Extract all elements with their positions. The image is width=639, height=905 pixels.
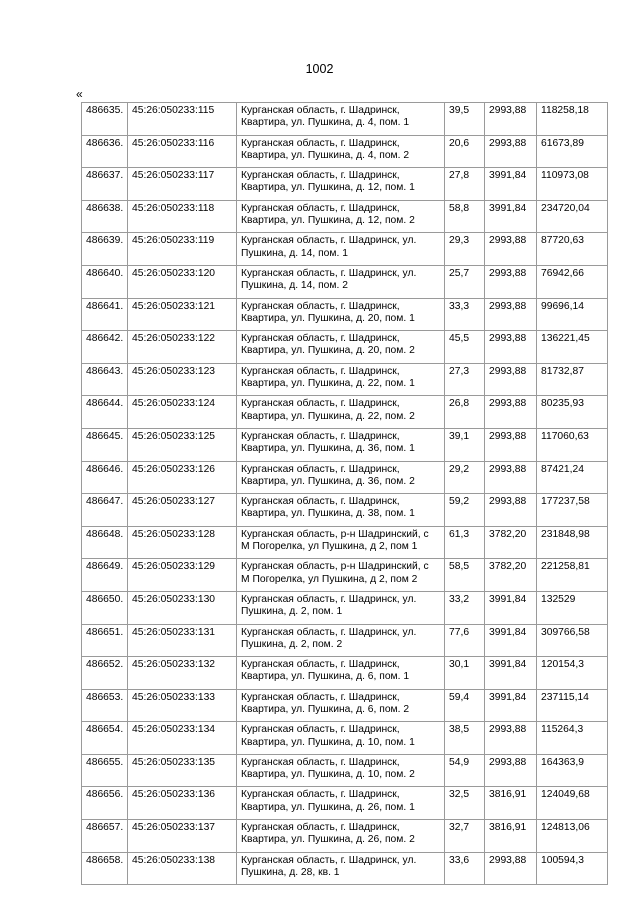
row-number-cell: 486657.: [82, 820, 128, 853]
row-number-cell: 486644.: [82, 396, 128, 429]
cadastral-value-cell: 237115,14: [537, 689, 608, 722]
unit-value-cell: 2993,88: [485, 298, 537, 331]
cadastral-number-cell: 45:26:050233:131: [128, 624, 237, 657]
row-number-cell: 486635.: [82, 103, 128, 136]
row-number-cell: 486655.: [82, 754, 128, 787]
unit-value-cell: 2993,88: [485, 135, 537, 168]
cadastral-value-cell: 124049,68: [537, 787, 608, 820]
cadastral-number-cell: 45:26:050233:133: [128, 689, 237, 722]
row-number-cell: 486656.: [82, 787, 128, 820]
area-cell: 32,5: [445, 787, 485, 820]
cadastral-number-cell: 45:26:050233:122: [128, 331, 237, 364]
cadastral-number-cell: 45:26:050233:132: [128, 657, 237, 690]
table-row: [82, 624, 608, 657]
unit-value-cell: 2993,88: [485, 331, 537, 364]
unit-value-cell: 3816,91: [485, 787, 537, 820]
opening-quote-mark: «: [76, 87, 83, 101]
area-cell: 39,5: [445, 103, 485, 136]
table-row: [82, 820, 608, 853]
cadastral-number-cell: 45:26:050233:136: [128, 787, 237, 820]
area-cell: 61,3: [445, 526, 485, 559]
area-cell: 33,3: [445, 298, 485, 331]
area-cell: 27,8: [445, 168, 485, 201]
address-cell: Курганская область, г. Шадринск, Квартира, ул. Пушкина, д. 6, пом. 1: [237, 657, 445, 690]
property-registry-table: [81, 102, 608, 885]
registry-table-body: [82, 103, 608, 885]
cadastral-number-cell: 45:26:050233:117: [128, 168, 237, 201]
area-cell: 39,1: [445, 428, 485, 461]
cadastral-value-cell: 221258,81: [537, 559, 608, 592]
row-number-cell: 486651.: [82, 624, 128, 657]
row-number-cell: 486638.: [82, 200, 128, 233]
table-row: [82, 591, 608, 624]
address-cell: Курганская область, г. Шадринск, Квартира, ул. Пушкина, д. 36, пом. 1: [237, 428, 445, 461]
area-cell: 27,3: [445, 363, 485, 396]
row-number-cell: 486643.: [82, 363, 128, 396]
table-row: [82, 689, 608, 722]
row-number-cell: 486641.: [82, 298, 128, 331]
cadastral-value-cell: 120154,3: [537, 657, 608, 690]
address-cell: Курганская область, г. Шадринск, ул. Пушкина, д. 2, пом. 2: [237, 624, 445, 657]
cadastral-value-cell: 309766,58: [537, 624, 608, 657]
cadastral-value-cell: 87720,63: [537, 233, 608, 266]
address-cell: Курганская область, г. Шадринск, Квартира, ул. Пушкина, д. 20, пом. 2: [237, 331, 445, 364]
unit-value-cell: 2993,88: [485, 494, 537, 527]
table-row: [82, 233, 608, 266]
unit-value-cell: 3816,91: [485, 820, 537, 853]
area-cell: 59,2: [445, 494, 485, 527]
table-row: [82, 363, 608, 396]
cadastral-number-cell: 45:26:050233:118: [128, 200, 237, 233]
address-cell: Курганская область, г. Шадринск, Квартира, ул. Пушкина, д. 10, пом. 1: [237, 722, 445, 755]
cadastral-value-cell: 100594,3: [537, 852, 608, 885]
address-cell: Курганская область, р-н Шадринский, с М Погорелка, ул Пушкина, д 2, пом 1: [237, 526, 445, 559]
cadastral-number-cell: 45:26:050233:127: [128, 494, 237, 527]
cadastral-value-cell: 81732,87: [537, 363, 608, 396]
cadastral-number-cell: 45:26:050233:119: [128, 233, 237, 266]
cadastral-value-cell: 164363,9: [537, 754, 608, 787]
cadastral-value-cell: 117060,63: [537, 428, 608, 461]
address-cell: Курганская область, г. Шадринск, Квартира, ул. Пушкина, д. 22, пом. 2: [237, 396, 445, 429]
table-row: [82, 461, 608, 494]
cadastral-number-cell: 45:26:050233:120: [128, 265, 237, 298]
address-cell: Курганская область, г. Шадринск, Квартира, ул. Пушкина, д. 26, пом. 2: [237, 820, 445, 853]
area-cell: 77,6: [445, 624, 485, 657]
cadastral-value-cell: 132529: [537, 591, 608, 624]
table-row: [82, 331, 608, 364]
unit-value-cell: 2993,88: [485, 103, 537, 136]
cadastral-number-cell: 45:26:050233:123: [128, 363, 237, 396]
cadastral-value-cell: 118258,18: [537, 103, 608, 136]
row-number-cell: 486642.: [82, 331, 128, 364]
unit-value-cell: 3991,84: [485, 689, 537, 722]
unit-value-cell: 2993,88: [485, 722, 537, 755]
cadastral-number-cell: 45:26:050233:115: [128, 103, 237, 136]
area-cell: 30,1: [445, 657, 485, 690]
row-number-cell: 486653.: [82, 689, 128, 722]
row-number-cell: 486654.: [82, 722, 128, 755]
cadastral-number-cell: 45:26:050233:128: [128, 526, 237, 559]
unit-value-cell: 2993,88: [485, 265, 537, 298]
cadastral-value-cell: 124813,06: [537, 820, 608, 853]
cadastral-number-cell: 45:26:050233:129: [128, 559, 237, 592]
row-number-cell: 486658.: [82, 852, 128, 885]
cadastral-number-cell: 45:26:050233:124: [128, 396, 237, 429]
cadastral-value-cell: 61673,89: [537, 135, 608, 168]
unit-value-cell: 2993,88: [485, 396, 537, 429]
table-row: [82, 526, 608, 559]
area-cell: 54,9: [445, 754, 485, 787]
address-cell: Курганская область, г. Шадринск, ул. Пушкина, д. 2, пом. 1: [237, 591, 445, 624]
cadastral-value-cell: 76942,66: [537, 265, 608, 298]
address-cell: Курганская область, г. Шадринск, Квартира, ул. Пушкина, д. 4, пом. 1: [237, 103, 445, 136]
row-number-cell: 486636.: [82, 135, 128, 168]
table-row: [82, 559, 608, 592]
address-cell: Курганская область, г. Шадринск, Квартира, ул. Пушкина, д. 10, пом. 2: [237, 754, 445, 787]
page-number: 1002: [305, 62, 334, 76]
area-cell: 45,5: [445, 331, 485, 364]
unit-value-cell: 3991,84: [485, 200, 537, 233]
table-row: [82, 852, 608, 885]
address-cell: Курганская область, г. Шадринск, Квартира, ул. Пушкина, д. 20, пом. 1: [237, 298, 445, 331]
table-row: [82, 135, 608, 168]
row-number-cell: 486647.: [82, 494, 128, 527]
row-number-cell: 486648.: [82, 526, 128, 559]
unit-value-cell: 2993,88: [485, 754, 537, 787]
area-cell: 33,2: [445, 591, 485, 624]
area-cell: 58,8: [445, 200, 485, 233]
cadastral-value-cell: 99696,14: [537, 298, 608, 331]
row-number-cell: 486637.: [82, 168, 128, 201]
cadastral-value-cell: 136221,45: [537, 331, 608, 364]
unit-value-cell: 2993,88: [485, 461, 537, 494]
area-cell: 29,2: [445, 461, 485, 494]
cadastral-value-cell: 234720,04: [537, 200, 608, 233]
address-cell: Курганская область, г. Шадринск, ул. Пушкина, д. 14, пом. 1: [237, 233, 445, 266]
address-cell: Курганская область, г. Шадринск, Квартира, ул. Пушкина, д. 36, пом. 2: [237, 461, 445, 494]
cadastral-value-cell: 110973,08: [537, 168, 608, 201]
cadastral-number-cell: 45:26:050233:126: [128, 461, 237, 494]
cadastral-number-cell: 45:26:050233:134: [128, 722, 237, 755]
unit-value-cell: 3991,84: [485, 624, 537, 657]
table-row: [82, 103, 608, 136]
area-cell: 32,7: [445, 820, 485, 853]
table-row: [82, 298, 608, 331]
table-row: [82, 657, 608, 690]
table-row: [82, 754, 608, 787]
cadastral-number-cell: 45:26:050233:121: [128, 298, 237, 331]
table-row: [82, 265, 608, 298]
address-cell: Курганская область, г. Шадринск, ул. Пушкина, д. 14, пом. 2: [237, 265, 445, 298]
cadastral-number-cell: 45:26:050233:135: [128, 754, 237, 787]
row-number-cell: 486646.: [82, 461, 128, 494]
table-row: [82, 428, 608, 461]
unit-value-cell: 2993,88: [485, 363, 537, 396]
cadastral-value-cell: 177237,58: [537, 494, 608, 527]
unit-value-cell: 2993,88: [485, 428, 537, 461]
cadastral-value-cell: 115264,3: [537, 722, 608, 755]
address-cell: Курганская область, г. Шадринск, Квартира, ул. Пушкина, д. 22, пом. 1: [237, 363, 445, 396]
area-cell: 26,8: [445, 396, 485, 429]
address-cell: Курганская область, г. Шадринск, Квартира, ул. Пушкина, д. 12, пом. 2: [237, 200, 445, 233]
row-number-cell: 486650.: [82, 591, 128, 624]
area-cell: 20,6: [445, 135, 485, 168]
cadastral-number-cell: 45:26:050233:137: [128, 820, 237, 853]
unit-value-cell: 3991,84: [485, 168, 537, 201]
row-number-cell: 486640.: [82, 265, 128, 298]
row-number-cell: 486652.: [82, 657, 128, 690]
area-cell: 58,5: [445, 559, 485, 592]
cadastral-number-cell: 45:26:050233:116: [128, 135, 237, 168]
area-cell: 38,5: [445, 722, 485, 755]
table-row: [82, 168, 608, 201]
address-cell: Курганская область, г. Шадринск, ул. Пушкина, д. 28, кв. 1: [237, 852, 445, 885]
unit-value-cell: 3991,84: [485, 657, 537, 690]
unit-value-cell: 3782,20: [485, 526, 537, 559]
address-cell: Курганская область, р-н Шадринский, с М Погорелка, ул Пушкина, д 2, пом 2: [237, 559, 445, 592]
area-cell: 59,4: [445, 689, 485, 722]
address-cell: Курганская область, г. Шадринск, Квартира, ул. Пушкина, д. 12, пом. 1: [237, 168, 445, 201]
cadastral-value-cell: 231848,98: [537, 526, 608, 559]
area-cell: 29,3: [445, 233, 485, 266]
unit-value-cell: 2993,88: [485, 852, 537, 885]
cadastral-number-cell: 45:26:050233:130: [128, 591, 237, 624]
table-row: [82, 200, 608, 233]
address-cell: Курганская область, г. Шадринск, Квартира, ул. Пушкина, д. 26, пом. 1: [237, 787, 445, 820]
table-row: [82, 494, 608, 527]
address-cell: Курганская область, г. Шадринск, Квартира, ул. Пушкина, д. 4, пом. 2: [237, 135, 445, 168]
row-number-cell: 486649.: [82, 559, 128, 592]
cadastral-number-cell: 45:26:050233:125: [128, 428, 237, 461]
row-number-cell: 486639.: [82, 233, 128, 266]
address-cell: Курганская область, г. Шадринск, Квартира, ул. Пушкина, д. 6, пом. 2: [237, 689, 445, 722]
area-cell: 33,6: [445, 852, 485, 885]
address-cell: Курганская область, г. Шадринск, Квартира, ул. Пушкина, д. 38, пом. 1: [237, 494, 445, 527]
table-row: [82, 787, 608, 820]
unit-value-cell: 3782,20: [485, 559, 537, 592]
row-number-cell: 486645.: [82, 428, 128, 461]
area-cell: 25,7: [445, 265, 485, 298]
unit-value-cell: 2993,88: [485, 233, 537, 266]
cadastral-value-cell: 87421,24: [537, 461, 608, 494]
cadastral-number-cell: 45:26:050233:138: [128, 852, 237, 885]
table-row: [82, 396, 608, 429]
unit-value-cell: 3991,84: [485, 591, 537, 624]
table-row: [82, 722, 608, 755]
cadastral-value-cell: 80235,93: [537, 396, 608, 429]
